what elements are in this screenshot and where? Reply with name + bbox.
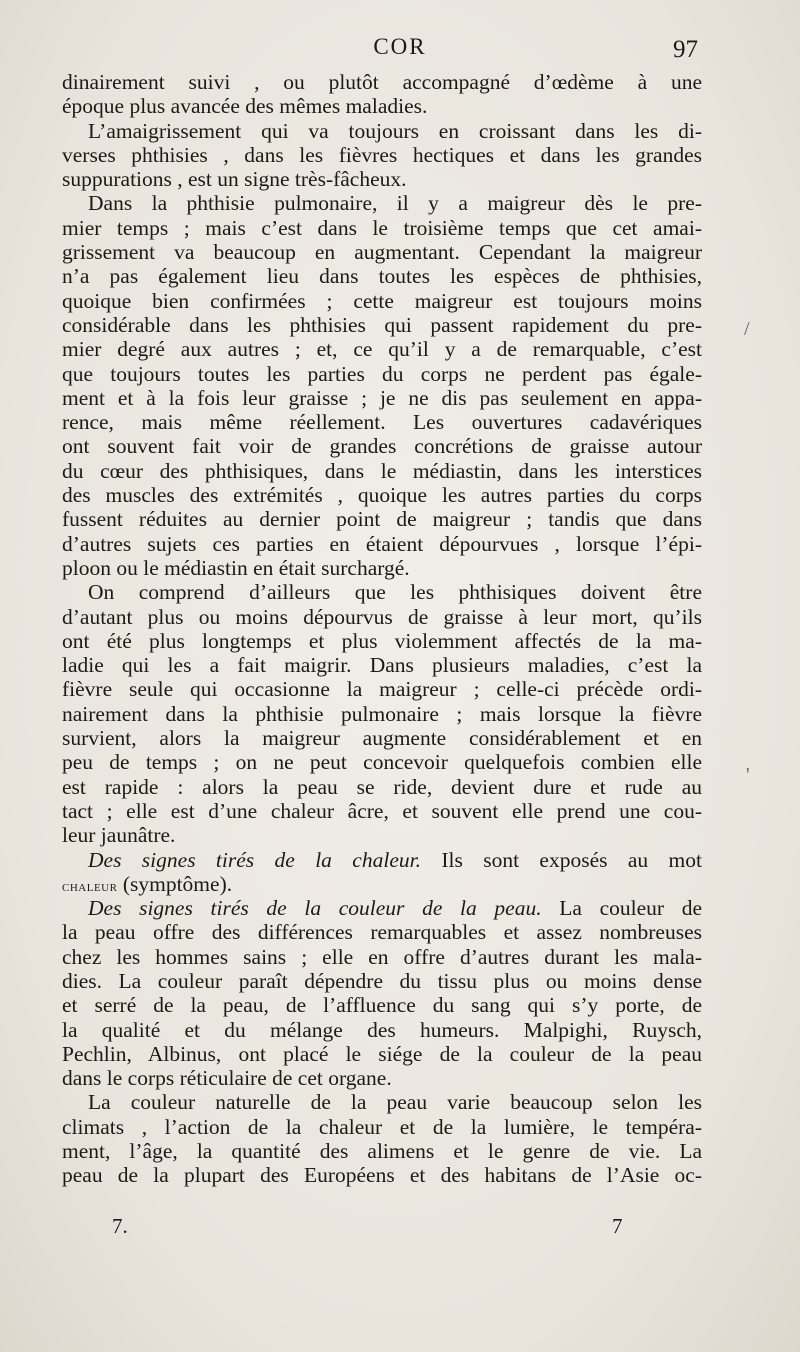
text-line: La couleur naturelle de la peau varie beaucoup selon les	[88, 1090, 702, 1115]
text-line: quoique bien confirmées ; cette maigreur est toujours moins	[62, 288, 702, 313]
text-line: que toujours toutes les parties du corps ne perdent pas égale-	[62, 361, 702, 386]
text-line: peu de temps ; on ne peut concevoir quelquefois combien elle	[62, 750, 702, 775]
text-line: climats , l’action de la chaleur et de la lumière, le tempéra-	[62, 1114, 702, 1139]
running-head	[0, 34, 800, 64]
margin-pencil-mark: /	[744, 318, 750, 340]
text-line: fièvre seule qui occasionne la maigreur ; celle-ci précède ordi-	[62, 677, 702, 702]
text-line: mier temps ; mais c’est dans le troisième temps que cet amai-	[62, 215, 702, 240]
text-line: fussent réduites au dernier point de maigreur ; tandis que dans	[62, 507, 702, 532]
text-line: d’autres sujets ces parties en étaient dépourvues , lorsque l’épi-	[62, 531, 702, 556]
text-line: ment, l’âge, la quantité des alimens et le genre de vie. La	[62, 1139, 702, 1164]
heat-reference-line	[62, 872, 702, 896]
text-line: rence, mais même réellement. Les ouvertures cadavériques	[62, 410, 702, 435]
chaleur-reference: chaleur	[62, 877, 118, 895]
page-footer	[0, 1214, 800, 1244]
text-line: suppurations , est un signe très-fâcheux.	[62, 167, 407, 192]
text-line: ont souvent fait voir de grandes concrétions de graisse autour	[62, 434, 702, 459]
text-line: époque plus avancée des mêmes maladies.	[62, 94, 428, 119]
text-line: dinairement suivi , ou plutôt accompagné d’œdème à une	[62, 70, 702, 94]
heat-signs-line	[62, 848, 702, 872]
text-line: Dans la phthisie pulmonaire, il y a maigreur dès le pre-	[88, 191, 702, 216]
text-line: Pechlin, Albinus, ont placé le siége de la couleur de la peau	[62, 1041, 702, 1066]
page-number: 97	[673, 36, 698, 63]
text-line: mier degré aux autres ; et, ce qu’il y a de remarquable, c’est	[62, 337, 702, 362]
signature-mark: 7.	[112, 1214, 128, 1238]
text-line: du cœur des phthisiques, dans le médiastin, dans les interstices	[62, 458, 702, 483]
text-line: ploon ou le médiastin en était surchargé.	[62, 555, 410, 580]
text-line: L’amaigrissement qui va toujours en croissant dans les di-	[88, 118, 702, 143]
text-line: dans le corps réticulaire de cet organe.	[62, 1066, 392, 1091]
text-line: considérable dans les phthisies qui passent rapidement du pre-	[62, 312, 702, 337]
text-line: leur jaunâtre.	[62, 823, 176, 848]
symptome-text: (symptôme).	[117, 871, 233, 896]
running-title: COR	[373, 34, 427, 59]
text-line: chez les hommes sains ; elle en offre d’autres durant les mala-	[62, 944, 702, 969]
margin-pencil-mark: '	[746, 764, 750, 786]
text-line: On comprend d’ailleurs que les phthisiques doivent être	[88, 580, 702, 605]
text-line: n’a pas également lieu dans toutes les espèces de phthisies,	[62, 264, 702, 289]
text-line: verses phthisies , dans les fièvres hectiques et dans les grandes	[62, 142, 702, 167]
heat-signs-text: Ils sont exposés au mot	[420, 847, 702, 872]
text-line: ment et à la fois leur graisse ; je ne dis pas seulement en appa-	[62, 385, 702, 410]
catchword-mark: 7	[612, 1214, 623, 1238]
text-line: la peau offre des différences remarquables et assez nombreuses	[62, 920, 702, 945]
text-line: nairement dans la phthisie pulmonaire ; mais lorsque la fièvre	[62, 701, 702, 726]
text-line: grissement va beaucoup en augmentant. Cependant la maigreur	[62, 240, 702, 265]
heat-signs-heading: Des signes tirés de la chaleur.	[88, 847, 421, 872]
text-line: des muscles des extrémités , quoique les autres parties du corps	[62, 483, 702, 508]
text-line: ont été plus longtemps et plus violemment affectés de la ma-	[62, 628, 702, 653]
text-line: la qualité et du mélange des humeurs. Malpighi, Ruysch,	[62, 1017, 702, 1042]
text-line: d’autant plus ou moins dépourvus de graisse à leur mort, qu’ils	[62, 604, 702, 629]
body-text	[62, 70, 702, 1188]
text-line: peau de la plupart des Européens et des habitans de l’Asie oc-	[62, 1163, 702, 1188]
text-line: dies. La couleur paraît dépendre du tissu plus ou moins dense	[62, 968, 702, 993]
color-signs-heading: Des signes tirés de la couleur de la peau.	[88, 896, 542, 921]
text-line: et serré de la peau, de l’affluence du sang qui s’y porte, de	[62, 993, 702, 1018]
text-line: tact ; elle est d’une chaleur âcre, et souvent elle prend une cou-	[62, 798, 702, 823]
text-line: ladie qui les a fait maigrir. Dans plusieurs maladies, c’est la	[62, 653, 702, 678]
text-line: est rapide : alors la peau se ride, devient dure et rude au	[62, 774, 702, 799]
text-line: survient, alors la maigreur augmente considérablement et en	[62, 726, 702, 751]
color-signs-line	[62, 896, 702, 920]
color-signs-text: La couleur de	[541, 896, 702, 921]
